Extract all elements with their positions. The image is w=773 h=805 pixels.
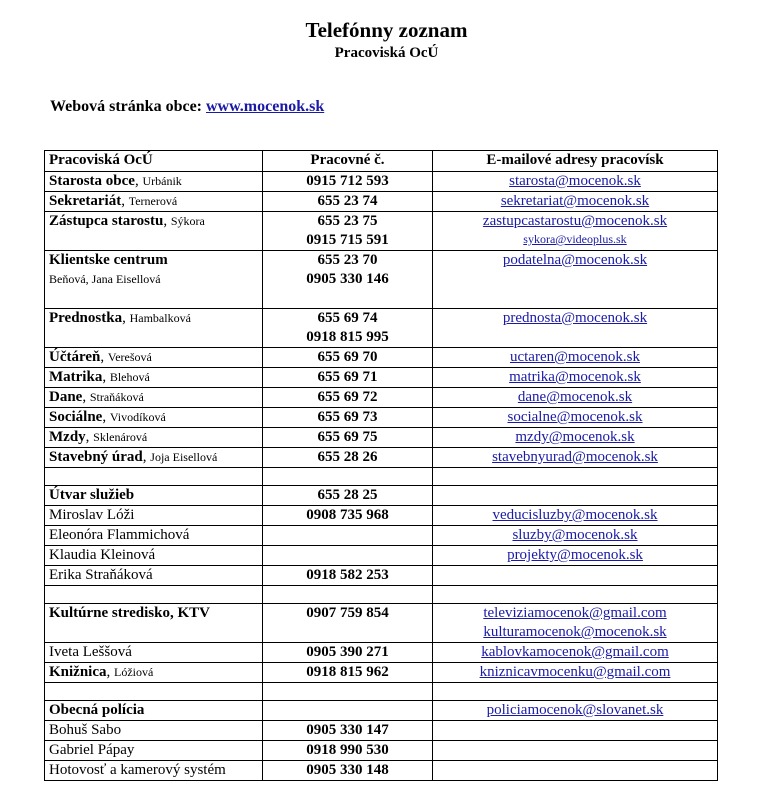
column-header-phone: Pracovné č. [263, 151, 433, 172]
email-cell [433, 526, 718, 546]
email-link[interactable]: stavebnyurad@mocenok.sk [492, 449, 658, 465]
workplace-title: Kultúrne stredisko, KTV [49, 605, 210, 621]
workplace-title: Starosta obce [49, 173, 135, 189]
email-cell [433, 566, 718, 586]
phone-number: 655 23 70 [317, 252, 378, 268]
phone-cell [263, 506, 433, 526]
email-cell [433, 192, 718, 212]
phone-number: 655 28 25 [317, 487, 378, 503]
empty-cell [433, 586, 718, 604]
email-link[interactable]: kablovkamocenok@gmail.com [481, 644, 669, 660]
phone-number: 0908 735 968 [306, 507, 389, 523]
workplace-title: Prednostka [49, 310, 123, 326]
workplace-cell: Účtáreň, Verešová [45, 348, 263, 368]
workplace-cell: Zástupca starostu, Sýkora [45, 212, 263, 251]
table-row [45, 348, 718, 368]
workplace-staff: Sýkora [170, 214, 205, 228]
phone-cell [263, 604, 433, 643]
phone-cell [263, 368, 433, 388]
website-label: Webová stránka obce: [50, 98, 206, 115]
page-subtitle: Pracoviská OcÚ [334, 45, 439, 61]
workplace-cell: Sociálne, Vivodíková [45, 408, 263, 428]
phone-cell [263, 566, 433, 586]
table-row [45, 428, 718, 448]
email-cell [433, 388, 718, 408]
table-row [45, 526, 718, 546]
workplace-staff: Straňáková [89, 390, 144, 404]
phone-cell [263, 251, 433, 309]
email-link[interactable]: starosta@mocenok.sk [509, 173, 641, 189]
phone-number: 655 69 70 [317, 349, 378, 365]
workplace-cell: Matrika, Blehová [45, 368, 263, 388]
email-link[interactable]: matrika@mocenok.sk [509, 369, 641, 385]
phone-cell [263, 348, 433, 368]
workplace-staff: Lóžiová [114, 665, 154, 679]
workplace-title: Sekretariát [49, 193, 122, 209]
workplace-cell [45, 566, 263, 586]
phone-cell [263, 408, 433, 428]
workplace-cell [45, 604, 263, 643]
table-row [45, 604, 718, 643]
phone-number: 655 69 72 [317, 389, 378, 405]
phone-number: 0905 330 147 [306, 722, 389, 738]
empty-cell [433, 683, 718, 701]
workplace-cell: Mzdy, Sklenárová [45, 428, 263, 448]
phone-cell [263, 309, 433, 348]
email-cell [433, 448, 718, 468]
table-row [45, 701, 718, 721]
email-link[interactable]: sekretariat@mocenok.sk [500, 193, 650, 209]
column-header-email: E-mailové adresy pracovísk [433, 151, 718, 172]
workplace-staff: Sklenárová [93, 430, 148, 444]
email-link[interactable]: mzdy@mocenok.sk [515, 429, 635, 445]
phone-cell [263, 663, 433, 683]
table-row [45, 546, 718, 566]
table-row [45, 506, 718, 526]
email-link[interactable]: prednosta@mocenok.sk [502, 310, 648, 326]
table-row [45, 643, 718, 663]
email-link[interactable]: kniznicavmocenku@gmail.com [479, 664, 671, 680]
email-link[interactable]: televiziamocenok@gmail.com [483, 605, 667, 621]
table-row [45, 741, 718, 761]
email-cell [433, 741, 718, 761]
empty-cell [263, 468, 433, 486]
empty-cell [45, 468, 263, 486]
phone-cell [263, 643, 433, 663]
workplace-cell [45, 761, 263, 781]
phone-cell [263, 212, 433, 251]
table-row [45, 388, 718, 408]
phone-cell [263, 526, 433, 546]
email-link[interactable]: projekty@mocenok.sk [507, 547, 643, 563]
person-name: Miroslav Lóži [49, 507, 135, 523]
workplace-cell [45, 546, 263, 566]
email-cell [433, 643, 718, 663]
empty-cell [45, 586, 263, 604]
workplace-staff: Blehová [109, 370, 150, 384]
phone-cell [263, 388, 433, 408]
email-link[interactable]: zastupcastarostu@mocenok.sk [482, 213, 668, 229]
email-cell [433, 506, 718, 526]
workplace-cell [45, 486, 263, 506]
person-name: Iveta Leššová [49, 644, 132, 660]
person-name: Eleonóra Flammichová [49, 527, 190, 543]
workplace-cell [45, 251, 263, 309]
phone-cell [263, 741, 433, 761]
workplace-staff: Beňová, Jana Eisellová [49, 272, 161, 286]
workplace-cell: Stavebný úrad, Joja Eisellová [45, 448, 263, 468]
table-row [45, 663, 718, 683]
phone-cell [263, 546, 433, 566]
spacer-row [45, 586, 718, 604]
table-row [45, 761, 718, 781]
email-cell [433, 172, 718, 192]
spacer-row [45, 683, 718, 701]
workplace-cell [45, 701, 263, 721]
phone-number: 655 69 74 [317, 310, 378, 326]
phone-number: 655 23 74 [317, 193, 378, 209]
phone-cell [263, 486, 433, 506]
table-row [45, 486, 718, 506]
email-cell [433, 721, 718, 741]
person-name: Hotovosť a kamerový systém [49, 762, 226, 778]
page-title: Telefónny zoznam [305, 18, 468, 42]
workplace-staff: Joja Eisellová [150, 450, 218, 464]
workplace-staff: Vivodíková [109, 410, 166, 424]
workplace-cell [45, 741, 263, 761]
email-link[interactable]: socialne@mocenok.sk [507, 409, 643, 425]
phone-number: 0918 990 530 [306, 742, 389, 758]
phone-cell [263, 192, 433, 212]
workplace-cell [45, 643, 263, 663]
table-row [45, 251, 718, 309]
phone-cell [263, 761, 433, 781]
workplace-cell [45, 721, 263, 741]
phone-cell [263, 701, 433, 721]
phone-number: 655 69 73 [317, 409, 378, 425]
workplace-title: Obecná polícia [49, 702, 145, 718]
workplace-title: Knižnica [49, 664, 107, 680]
empty-cell [45, 683, 263, 701]
email-link[interactable]: podatelna@mocenok.sk [502, 252, 648, 268]
phone-directory-table [44, 150, 718, 781]
email-cell [433, 486, 718, 506]
table-row [45, 408, 718, 428]
table-row [45, 448, 718, 468]
phone-number: 0918 582 253 [306, 567, 389, 583]
empty-cell [263, 683, 433, 701]
person-name: Klaudia Kleinová [49, 547, 156, 563]
workplace-staff: Urbánik [142, 174, 182, 188]
workplace-title: Klientske centrum [49, 252, 168, 268]
email-cell [433, 701, 718, 721]
person-name: Erika Straňáková [49, 567, 153, 583]
table-row [45, 172, 718, 192]
email-cell [433, 604, 718, 643]
workplace-title: Stavebný úrad [49, 449, 143, 465]
email-cell [433, 408, 718, 428]
table-row [45, 566, 718, 586]
empty-cell [433, 468, 718, 486]
workplace-staff: Hambalková [129, 311, 191, 325]
phone-number: 0918 815 962 [306, 664, 389, 680]
phone-number: 0915 712 593 [306, 173, 389, 189]
email-cell [433, 546, 718, 566]
workplace-cell: Prednostka, Hambalková [45, 309, 263, 348]
table-row [45, 192, 718, 212]
website-link[interactable]: www.mocenok.sk [206, 98, 325, 115]
workplace-cell: Dane, Straňáková [45, 388, 263, 408]
email-link[interactable]: sykora@videoplus.sk [523, 232, 627, 246]
workplace-cell: Starosta obce, Urbánik [45, 172, 263, 192]
person-name: Gabriel Pápay [49, 742, 135, 758]
email-cell [433, 251, 718, 309]
workplace-cell: Sekretariát, Ternerová [45, 192, 263, 212]
email-link[interactable]: kulturamocenok@mocenok.sk [483, 624, 667, 640]
table-row [45, 309, 718, 348]
email-link[interactable]: veducisluzby@mocenok.sk [492, 507, 658, 523]
phone-cell [263, 448, 433, 468]
phone-number: 655 69 71 [317, 369, 378, 385]
phone-cell [263, 721, 433, 741]
phone-cell [263, 172, 433, 192]
email-cell [433, 761, 718, 781]
empty-cell [263, 586, 433, 604]
table-row [45, 368, 718, 388]
phone-number: 655 23 75 [317, 213, 378, 229]
workplace-title: Účtáreň [49, 349, 101, 365]
phone-number: 0905 330 146 [306, 271, 389, 287]
website-line [50, 98, 324, 116]
phone-number: 655 28 26 [317, 449, 378, 465]
table-row [45, 721, 718, 741]
email-link[interactable]: uctaren@mocenok.sk [509, 349, 641, 365]
workplace-title: Mzdy [49, 429, 86, 445]
phone-number: 655 69 75 [317, 429, 378, 445]
table-header-row [45, 151, 718, 172]
email-cell [433, 309, 718, 348]
workplace-title: Sociálne [49, 409, 103, 425]
phone-cell [263, 428, 433, 448]
workplace-cell [45, 506, 263, 526]
workplace-title: Dane [49, 389, 83, 405]
phone-number: 0905 330 148 [306, 762, 389, 778]
phone-number: 0907 759 854 [306, 605, 389, 621]
email-cell [433, 663, 718, 683]
phone-number: 0918 815 995 [306, 329, 389, 345]
phone-number: 0915 715 591 [306, 232, 389, 248]
person-name: Bohuš Sabo [49, 722, 122, 738]
workplace-title: Zástupca starostu [49, 213, 164, 229]
workplace-cell: Knižnica, Lóžiová [45, 663, 263, 683]
spacer-row [45, 468, 718, 486]
email-cell [433, 368, 718, 388]
table-row [45, 212, 718, 251]
email-cell [433, 428, 718, 448]
phone-number: 0905 390 271 [306, 644, 389, 660]
workplace-title: Útvar služieb [49, 487, 135, 503]
workplace-staff: Ternerová [128, 194, 178, 208]
email-link[interactable]: sluzby@mocenok.sk [512, 527, 638, 543]
workplace-cell [45, 526, 263, 546]
email-link[interactable]: dane@mocenok.sk [517, 389, 633, 405]
column-header-workplace: Pracoviská OcÚ [45, 151, 263, 172]
email-cell [433, 348, 718, 368]
workplace-title: Matrika [49, 369, 103, 385]
email-link[interactable]: policiamocenok@slovanet.sk [486, 702, 664, 718]
email-cell [433, 212, 718, 251]
workplace-staff: Verešová [107, 350, 152, 364]
